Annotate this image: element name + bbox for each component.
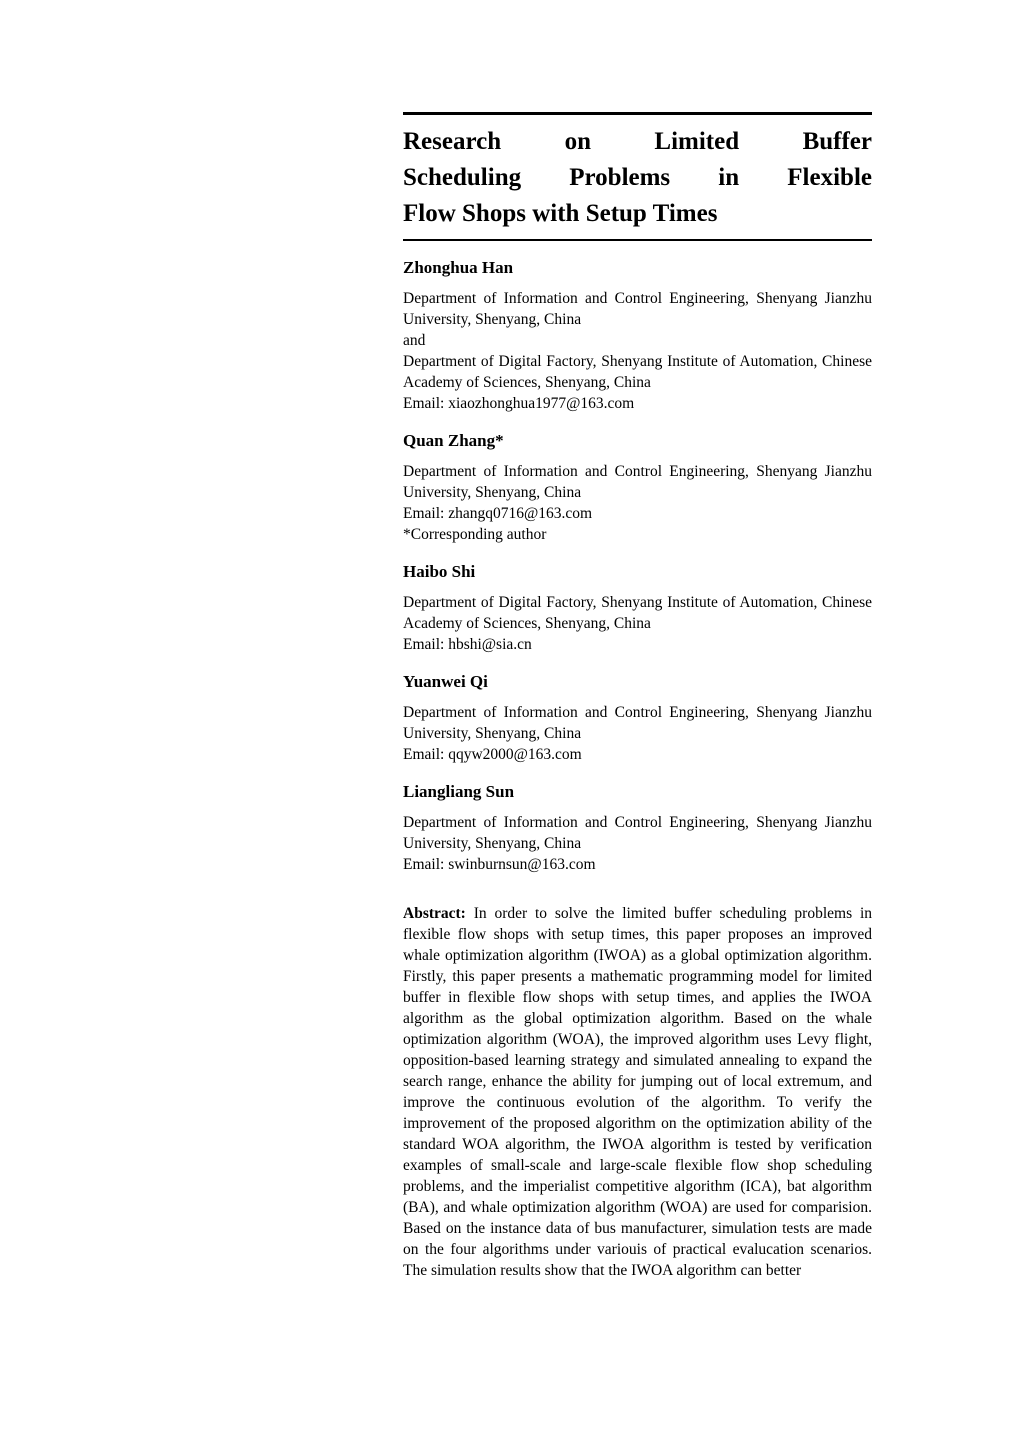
abstract-text: In order to solve the limited buffer scheduling problems in flexible flow shops with setup times, this paper proposes an improved whale optimization algorithm (IWOA) as a global optimization algorithm. Firstly, this paper presents a mathematic programming model for limited buffer in flexible flow shops with setup times, and applies the IWOA algorithm as the global optimization algorithm. Based on the whale optimization algorithm (WOA), the improved algorithm uses Levy flight, opposition-based learning strategy and simulated annealing to expand the search range, enhance the ability for jumping out of local extremum, and improve the continuous evolution of the algorithm. To verify the improvement of the proposed algorithm on the optimization ability of the standard WOA algorithm, the IWOA algorithm is tested by verification examples of small-scale and large-scale flexible flow shop scheduling problems, and the imperialist competitive algorithm (ICA), bat algorithm (BA), and whale optimization algorithm (WOA) are used for comparision. Based on the instance data of bus manufacturer, simulation tests are made on the four algorithms under variouis of practical evalucation scenarios. The simulation results show that the IWOA algorithm can better <box>403 905 872 1279</box>
email-line: Email: swinburnsun@163.com <box>403 856 596 873</box>
author-block <box>403 672 872 765</box>
affiliation-line: Department of Information and Control Engineering, Shenyang Jianzhu University, Shenyang, China <box>403 290 872 328</box>
author-block <box>403 431 872 545</box>
affiliation-line: Department of Digital Factory, Shenyang Institute of Automation, Chinese Academy of Sciences, Shenyang, China <box>403 353 872 391</box>
email-line: Email: hbshi@sia.cn <box>403 636 532 653</box>
affiliation-line: Department of Information and Control Engineering, Shenyang Jianzhu University, Shenyang, China <box>403 704 872 742</box>
author-name: Quan Zhang* <box>403 431 504 450</box>
affiliation-line: Department of Information and Control Engineering, Shenyang Jianzhu University, Shenyang, China <box>403 814 872 852</box>
affiliation-line: Department of Digital Factory, Shenyang Institute of Automation, Chinese Academy of Sciences, Shenyang, China <box>403 594 872 632</box>
title-divider <box>403 239 872 241</box>
paper-title-line: Flow Shops with Setup Times <box>403 200 718 227</box>
author-block <box>403 258 872 414</box>
email-line: Email: zhangq0716@163.com <box>403 505 593 522</box>
author-block <box>403 782 872 875</box>
author-name: Zhonghua Han <box>403 258 514 277</box>
abstract-label: Abstract: <box>403 905 466 922</box>
author-name: Haibo Shi <box>403 562 476 581</box>
abstract-paragraph <box>403 903 872 1281</box>
corresponding-author-note: *Corresponding author <box>403 526 547 543</box>
content-column <box>403 112 872 1281</box>
paper-title-line: Scheduling Problems in Flexible <box>403 164 872 191</box>
email-line: Email: qqyw2000@163.com <box>403 746 582 763</box>
author-name: Yuanwei Qi <box>403 672 488 691</box>
paper-title-line: Research on Limited Buffer <box>403 128 872 155</box>
author-block <box>403 562 872 655</box>
author-name: Liangliang Sun <box>403 782 515 801</box>
affiliation-line: and <box>403 332 426 349</box>
affiliation-line: Department of Information and Control Engineering, Shenyang Jianzhu University, Shenyang, China <box>403 463 872 501</box>
email-line: Email: xiaozhonghua1977@163.com <box>403 395 635 412</box>
title-block <box>403 112 872 241</box>
